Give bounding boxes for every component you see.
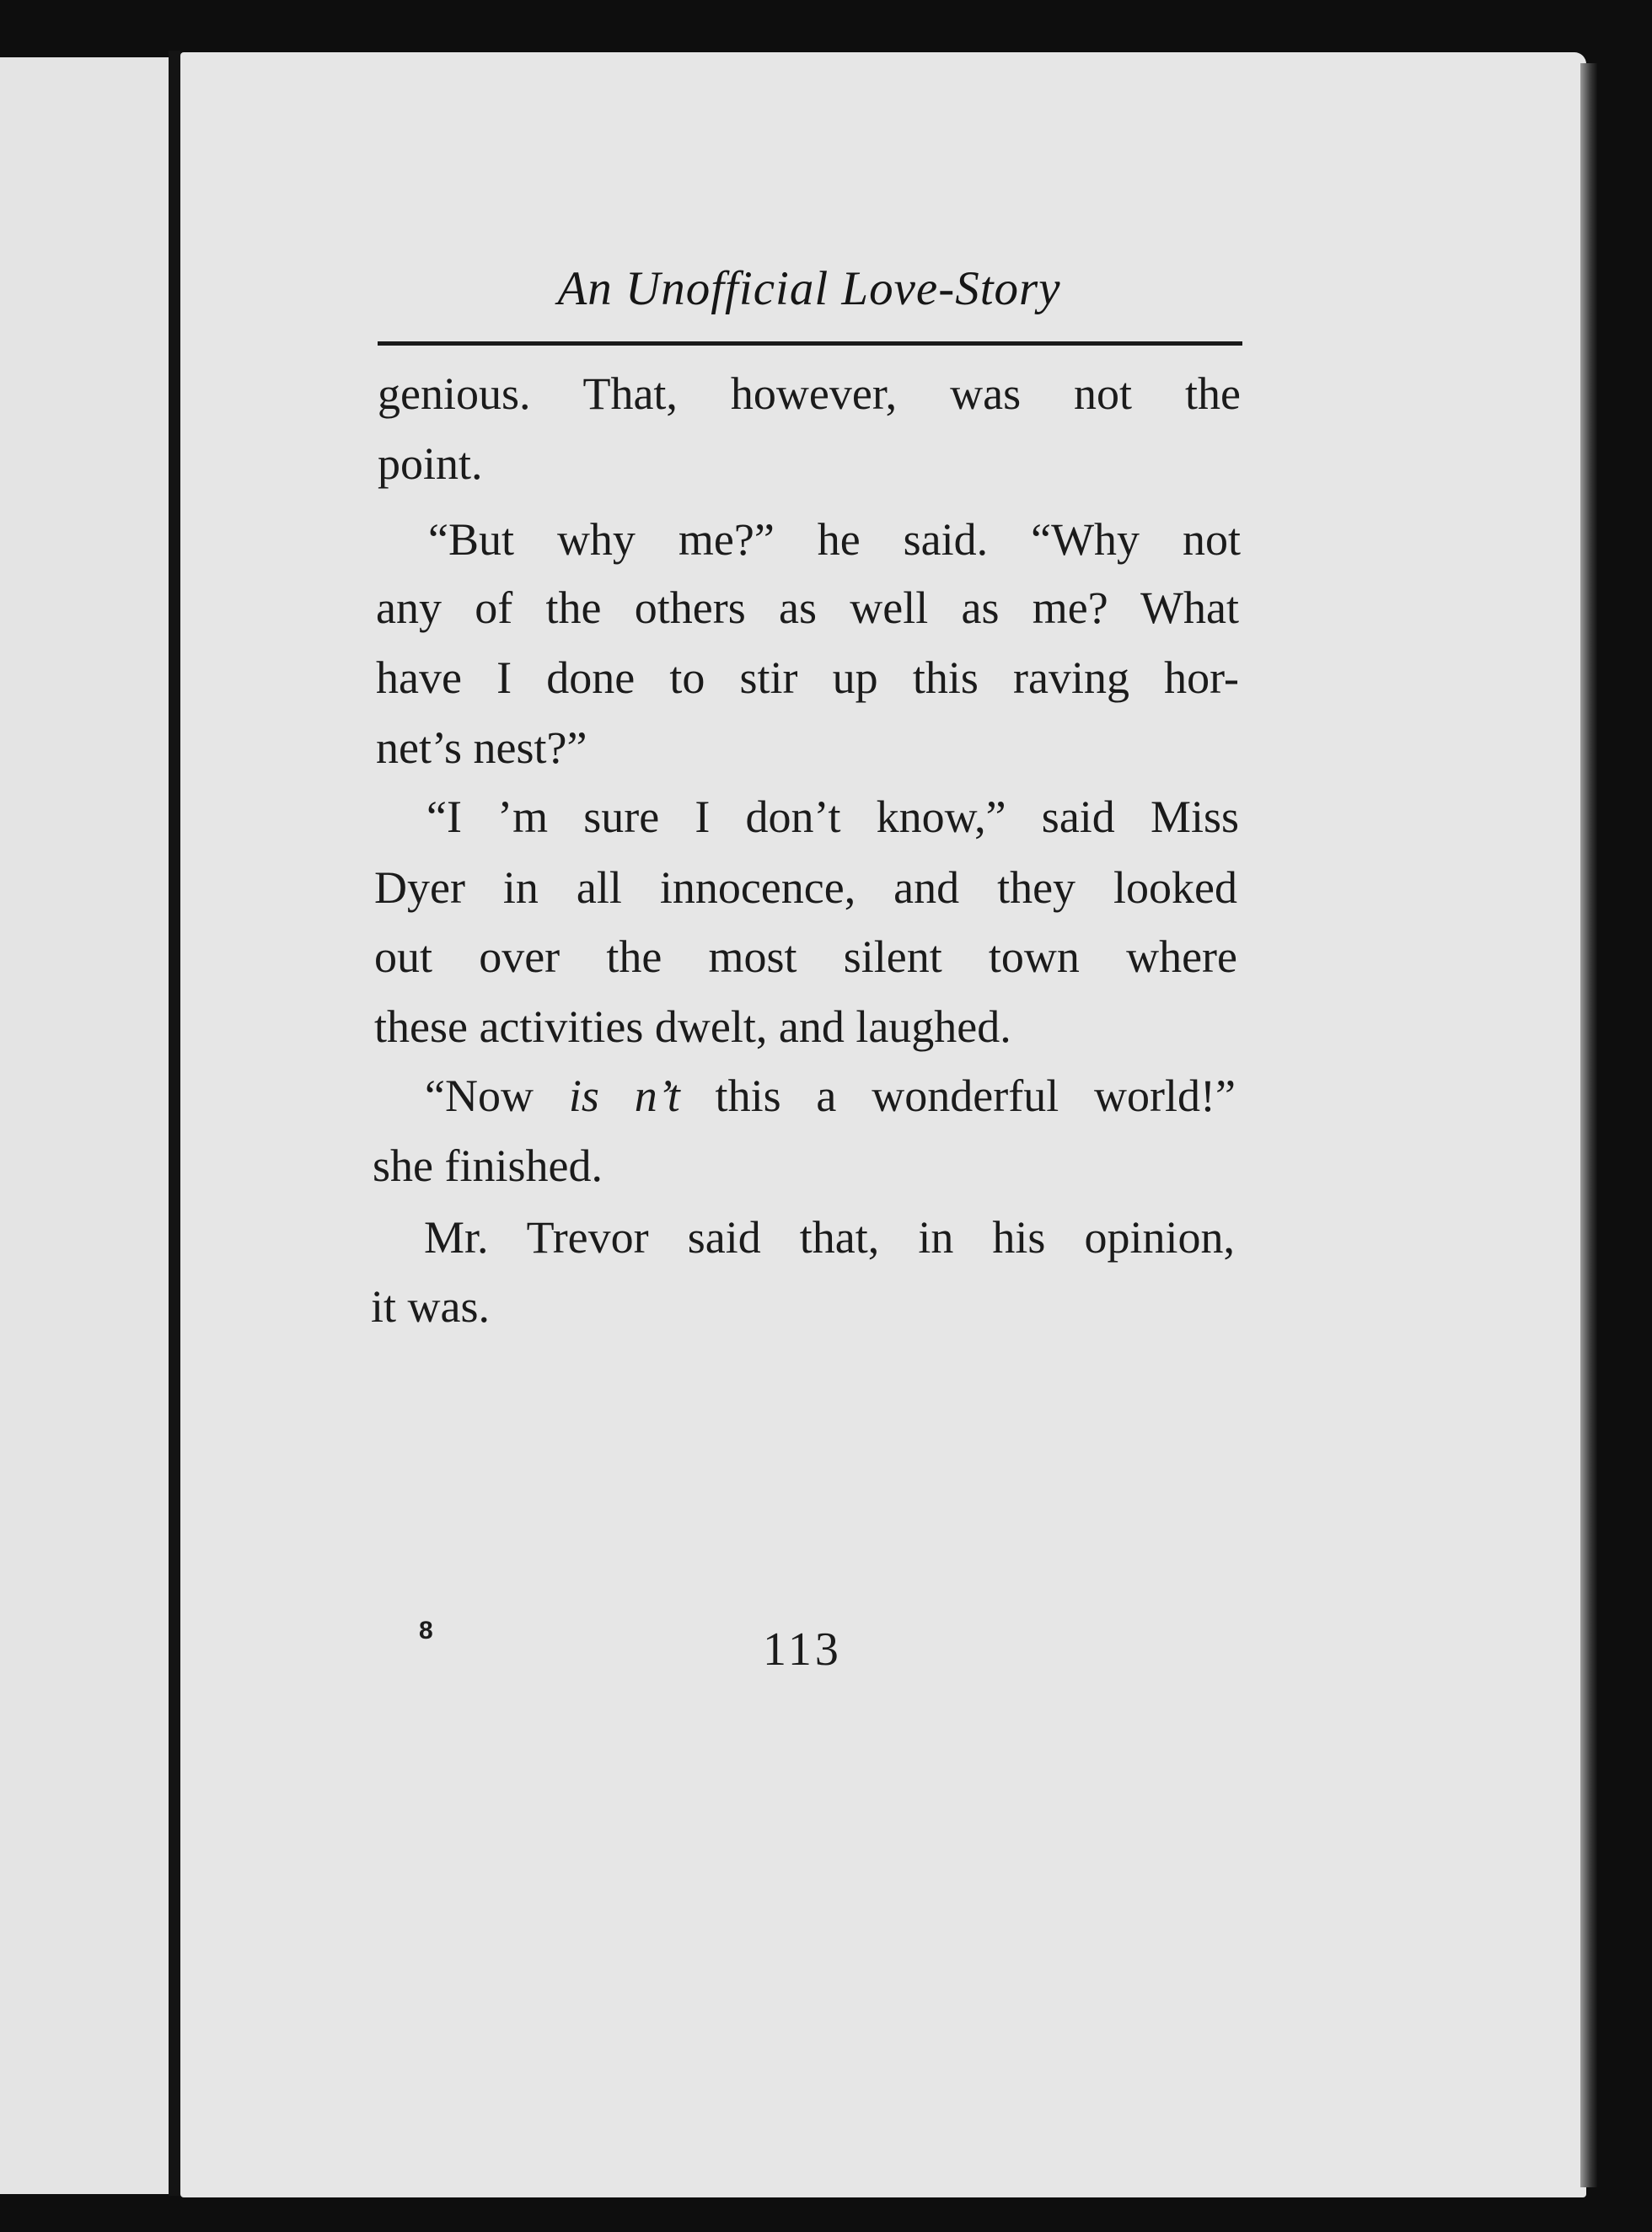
text-line: “I ’m sure I don’t know,” said Miss <box>426 791 1239 842</box>
text-line: these activities dwelt, and laughed. <box>374 1001 1011 1052</box>
header-rule <box>378 341 1242 346</box>
page-edge <box>1580 63 1597 2187</box>
page-number: 113 <box>763 1623 842 1676</box>
text-line: out over the most silent town where <box>374 931 1237 982</box>
text-line: any of the others as well as me? What <box>376 582 1239 633</box>
signature-mark: 8 <box>419 1617 433 1644</box>
text-line: point. <box>378 438 483 489</box>
text-line: she finished. <box>373 1140 603 1191</box>
text-line: Mr. Trevor said that, in his opinion, <box>424 1212 1235 1263</box>
text-line: “Now is n’t this a wonderful world!” <box>425 1070 1236 1121</box>
facing-page <box>0 57 169 2194</box>
gutter <box>169 51 180 2196</box>
text-line: genious. That, however, was not the <box>378 368 1241 419</box>
text-line: “But why me?” he said. “Why not <box>428 514 1241 565</box>
text-line: have I done to stir up this raving hor- <box>376 652 1239 703</box>
running-head: An Unofficial Love-Story <box>557 262 1061 315</box>
text-line: net’s nest?” <box>376 722 587 773</box>
text-line: it was. <box>371 1281 490 1332</box>
text-line: Dyer in all innocence, and they looked <box>374 862 1237 913</box>
emphasis: is n’t <box>568 1070 680 1121</box>
